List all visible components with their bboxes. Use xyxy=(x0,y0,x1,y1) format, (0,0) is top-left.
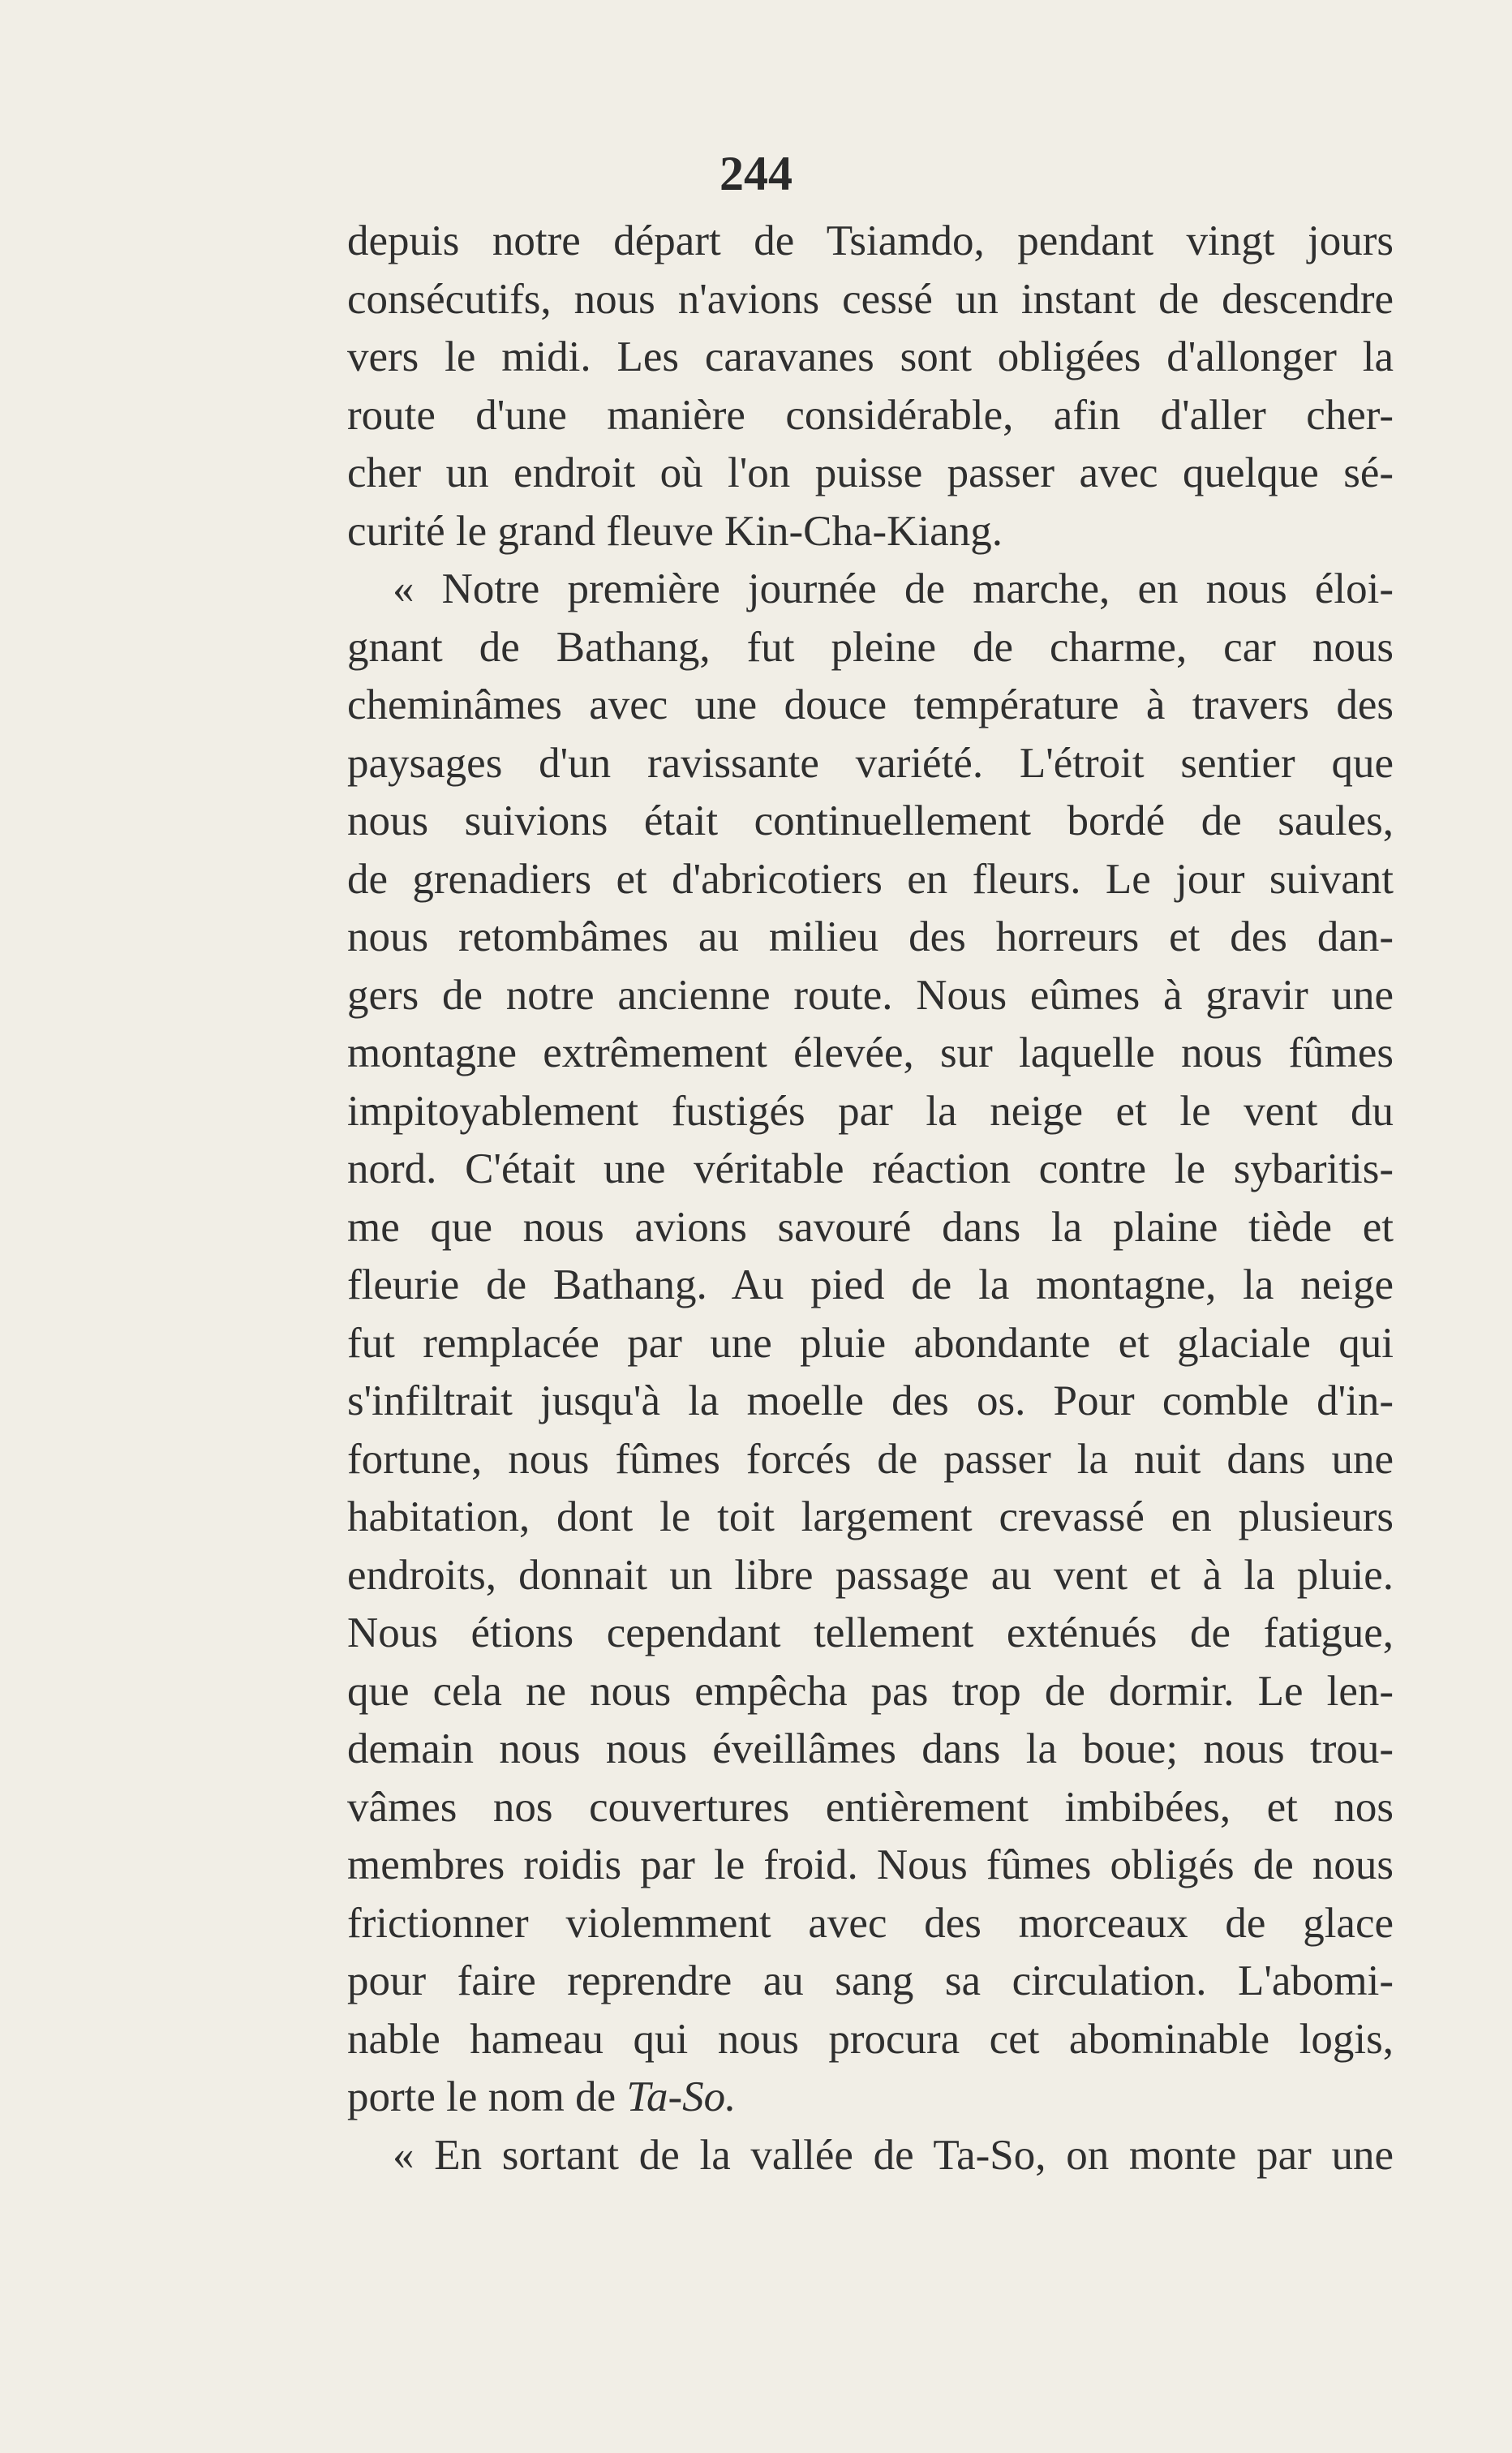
text-line: consécutifs, nous n'avions cessé un instant de descendre xyxy=(347,275,1394,323)
text-line: paysages d'un ravissante variété. L'étroit sentier que xyxy=(347,739,1394,787)
text-line: « Notre première journée de marche, en nous éloi- xyxy=(393,565,1394,612)
text-line: Nous étions cependant tellement exténués de fatigue, xyxy=(347,1609,1394,1656)
text-line: demain nous nous éveillâmes dans la boue; nous trou- xyxy=(347,1725,1394,1772)
page-body-text xyxy=(347,213,1394,2185)
text-line: nous suivions était continuellement bordé de saules, xyxy=(347,797,1394,844)
text-line: route d'une manière considérable, afin d'aller cher- xyxy=(347,391,1394,439)
text-line: nord. C'était une véritable réaction contre le sybaritis- xyxy=(347,1145,1394,1192)
text-line: gnant de Bathang, fut pleine de charme, car nous xyxy=(347,623,1394,671)
text-line: nous retombâmes au milieu des horreurs et des dan- xyxy=(347,913,1394,960)
text-line: vers le midi. Les caravanes sont obligées d'allonger la xyxy=(347,333,1394,380)
text-line: pour faire reprendre au sang sa circulation. L'abomi- xyxy=(347,1957,1394,2004)
text-line: curité le grand fleuve Kin-Cha-Kiang. xyxy=(347,507,1003,555)
text-line: « En sortant de la vallée de Ta-So, on monte par une xyxy=(393,2131,1394,2179)
text-line: fut remplacée par une pluie abondante et glaciale qui xyxy=(347,1319,1394,1367)
text-line: nable hameau qui nous procura cet abominable logis, xyxy=(347,2015,1394,2063)
text-line: s'infiltrait jusqu'à la moelle des os. Pour comble d'in- xyxy=(347,1377,1394,1424)
text-line: me que nous avions savouré dans la plaine tiède et xyxy=(347,1203,1394,1251)
text-line: gers de notre ancienne route. Nous eûmes à gravir une xyxy=(347,971,1394,1019)
place-name-italic: Ta-So. xyxy=(626,2073,737,2120)
text-line: frictionner violemment avec des morceaux de glace xyxy=(347,1899,1394,1947)
text-line: cher un endroit où l'on puisse passer avec quelque sé- xyxy=(347,449,1394,496)
text-line: montagne extrêmement élevée, sur laquelle nous fûmes xyxy=(347,1029,1394,1076)
text-line: impitoyablement fustigés par la neige et le vent du xyxy=(347,1087,1394,1135)
text-line-prefix: porte le nom de xyxy=(347,2073,627,2120)
text-line: habitation, dont le toit largement crevassé en plusieurs xyxy=(347,1493,1394,1540)
text-line: endroits, donnait un libre passage au vent et à la pluie. xyxy=(347,1551,1394,1599)
text-line: vâmes nos couvertures entièrement imbibées, et nos xyxy=(347,1783,1394,1831)
text-line: depuis notre départ de Tsiamdo, pendant vingt jours xyxy=(347,217,1394,264)
page-number: 244 xyxy=(719,147,793,200)
text-line: fleurie de Bathang. Au pied de la montagne, la neige xyxy=(347,1261,1394,1308)
text-line: fortune, nous fûmes forcés de passer la nuit dans une xyxy=(347,1435,1394,1483)
text-line: cheminâmes avec une douce température à travers des xyxy=(347,681,1394,728)
text-line xyxy=(347,2069,1394,2127)
text-line: de grenadiers et d'abricotiers en fleurs. Le jour suivant xyxy=(347,855,1394,903)
text-line: que cela ne nous empêcha pas trop de dormir. Le len- xyxy=(347,1667,1394,1715)
text-line: membres roidis par le froid. Nous fûmes obligés de nous xyxy=(347,1841,1394,1888)
